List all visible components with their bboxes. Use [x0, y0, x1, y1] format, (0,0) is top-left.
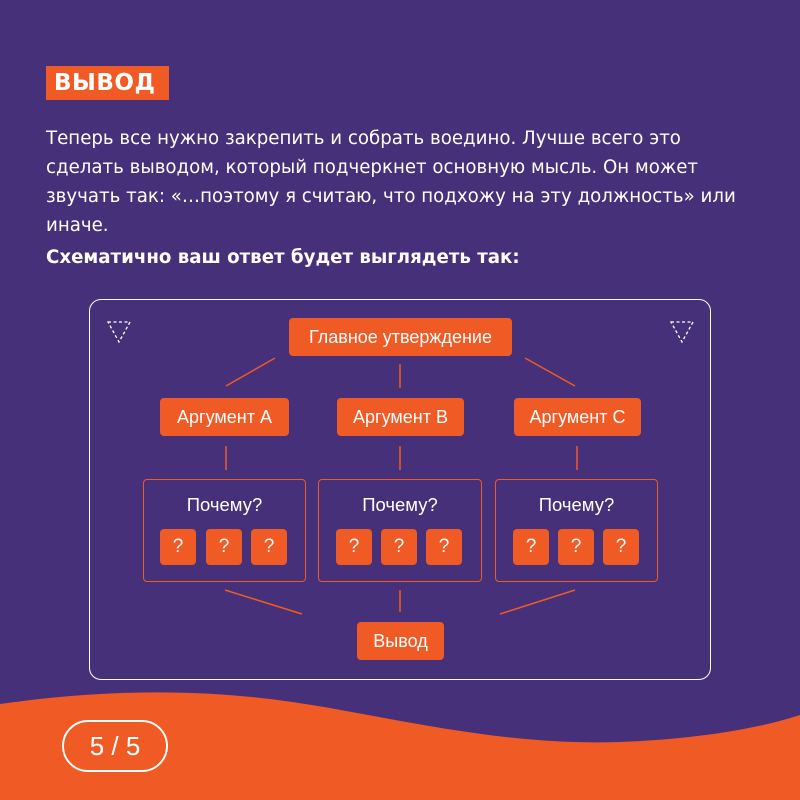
why-label: Почему? — [186, 494, 263, 515]
argument-b-label: Аргумент В — [353, 406, 448, 427]
main-statement-label: Главное утверждение — [309, 326, 492, 347]
question-box: ? — [603, 529, 639, 565]
conclusion-label: Вывод — [373, 630, 428, 651]
page-indicator-text: 5 / 5 — [89, 730, 141, 761]
argument-c-label: Аргумент С — [529, 406, 626, 427]
question-box: ? — [206, 529, 242, 565]
why-label: Почему? — [538, 494, 615, 515]
question-box: ? — [251, 529, 287, 565]
question-box: ? — [513, 529, 549, 565]
why-label: Почему? — [362, 494, 438, 515]
question-box: ? — [336, 529, 372, 565]
argument-a-label: Аргумент А — [177, 406, 272, 427]
question-box: ? — [558, 529, 594, 565]
intro-paragraph: Теперь все нужно закрепить и собрать воедино. Лучше всего это сделать выводом, который подчеркнет основную мысль. Он может звучать так: «…поэтому я считаю, что подхожу на эту должность» или иначе. — [46, 128, 736, 236]
question-box: ? — [381, 529, 417, 565]
question-box: ? — [160, 529, 196, 565]
scheme-subheading: Схематично ваш ответ будет выглядеть так: — [46, 247, 520, 268]
page-indicator — [62, 720, 168, 772]
question-box: ? — [426, 529, 462, 565]
section-title: ВЫВОД — [54, 70, 156, 96]
